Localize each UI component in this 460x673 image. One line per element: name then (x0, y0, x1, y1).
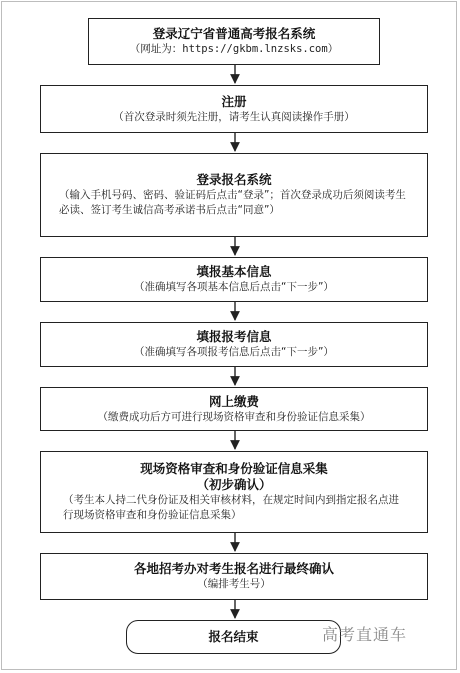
step-onsite-verification (40, 451, 428, 533)
step-3-desc: （输入手机号码、密码、验证码后点击“登录”；首次登录成功后须阅读考生必读、签订考生诚信高考承诺书后点击“同意”） (59, 189, 406, 216)
step-login-system-portal (88, 18, 380, 65)
step-final-confirmation (40, 553, 428, 600)
step-8-title: 各地招考办对考生报名进行最终确认 (133, 561, 334, 576)
step-basic-info (40, 257, 428, 302)
step-online-payment (40, 387, 428, 431)
step-7-subtitle: （初步确认） (196, 477, 272, 492)
step-register (40, 85, 428, 133)
step-1-url: （网址为：https://gkbm.lnzsks.com） (129, 43, 339, 55)
step-exam-info (40, 322, 428, 367)
step-6-title: 网上缴费 (208, 393, 259, 409)
step-8-desc: （编排考生号） (197, 578, 271, 590)
step-2-desc: （首次登录时须先注册，请考生认真阅读操作手册） (113, 110, 355, 123)
step-2-title: 注册 (221, 93, 247, 109)
step-9-title: 报名结束 (208, 629, 259, 644)
step-4-title: 填报基本信息 (196, 264, 272, 279)
step-5-desc: （准确填写各项报考信息后点击“下一步”） (134, 346, 334, 358)
step-1-title: 登录辽宁省普通高考报名系统 (152, 26, 316, 41)
step-3-title: 登录报名系统 (196, 172, 272, 187)
step-7-title: 现场资格审查和身份验证信息采集 (140, 461, 328, 476)
step-6-desc: （缴费成功后方可进行现场资格审查和身份验证信息采集） (97, 410, 371, 423)
step-login-register-system (40, 153, 428, 237)
step-5-title: 填报报考信息 (196, 329, 272, 344)
step-4-desc: （准确填写各项基本信息后点击“下一步”） (134, 281, 334, 293)
watermark-text: 高考直通车 (322, 625, 408, 644)
step-7-desc: （考生本人持二代身份证及相关审核材料，在规定时间内到指定报名点进行现场资格审查和身份验证信息采集） (63, 494, 399, 521)
step-registration-end (126, 620, 341, 654)
